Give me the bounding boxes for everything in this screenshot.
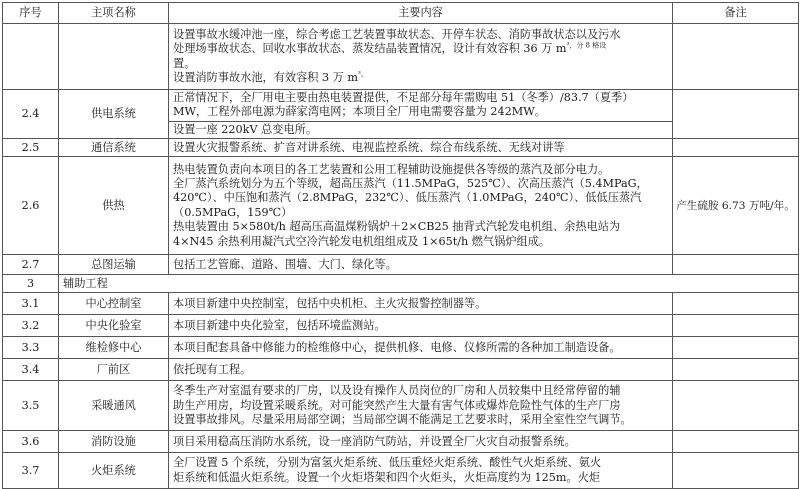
row-no xyxy=(3,24,59,90)
content-line: 冬季生产对室温有要求的厂房，以及设有操作人员岗位的厂房和人员较集中且经常停留的辅 xyxy=(173,384,621,398)
row-name: 维检修中心 xyxy=(59,337,169,359)
row-no: 2.7 xyxy=(3,255,59,275)
header-remark: 备注 xyxy=(673,3,799,24)
project-table xyxy=(2,2,799,489)
content-line: 设置火灾报警系统、扩音对讲系统、电视监控系统、综合布线系统、无线对讲等 xyxy=(173,140,565,154)
row-name: 消防设施 xyxy=(59,431,169,453)
table-row xyxy=(3,337,799,359)
row-remark xyxy=(673,139,799,157)
row-no: 2.6 xyxy=(3,157,59,255)
row-content xyxy=(169,90,673,139)
content-line: 置。 xyxy=(173,56,196,70)
row-no: 3.3 xyxy=(3,337,59,359)
row-name: 供热 xyxy=(59,157,169,255)
row-remark: 产生硫胺 6.73 万吨/年。 xyxy=(673,157,799,255)
content-line: 420℃）、中压饱和蒸汽（2.8MPaG，232℃）、低压蒸汽（1.0MPaG，240℃）、低低压蒸汽 xyxy=(173,191,642,205)
row-no: 3.4 xyxy=(3,359,59,381)
row-content xyxy=(169,24,673,90)
content-line: 本项目配套具备中修能力的检维修中心，提供机修、电修、仪修所需的各种加工制造设备。 xyxy=(173,340,621,354)
row-name: 总图运输 xyxy=(59,255,169,275)
content-line: 全厂蒸汽系统划分为五个等级，超高压蒸汽（11.5MPaG，525℃）、次高压蒸汽（5.4MPaG， xyxy=(173,176,648,190)
table-row xyxy=(3,293,799,315)
header-content: 主要内容 xyxy=(169,3,673,24)
row-remark xyxy=(673,90,799,139)
content-line: 包括工艺管廊、道路、围墙、大门、绿化等。 xyxy=(173,257,397,271)
row-name: 厂前区 xyxy=(59,359,169,381)
row-no: 3.2 xyxy=(3,315,59,337)
row-no: 3.5 xyxy=(3,381,59,431)
row-remark xyxy=(673,24,799,90)
content-line: 正常情况下，全厂用电主要由热电装置提供，不足部分每年需购电 51（冬季）/83.7（夏季） xyxy=(173,91,634,104)
content-line: 全厂设置 5 个系统，分别为富氢火炬系统、低压重烃火炬系统、酸性气火炬系统、氨火 xyxy=(173,456,602,470)
content-line: 本项目新建中央化验室，包括环境监测站。 xyxy=(173,318,386,332)
row-content xyxy=(169,431,673,453)
content-line: 炬系统和低温火炬系统。设置一个火炬塔架和四个火炬头，火炬高度约为 125m。火炬 xyxy=(173,470,601,484)
content-line: 本项目新建中央控制室，包括中央机柜、主火灾报警控制器等。 xyxy=(173,296,487,310)
row-name: 通信系统 xyxy=(59,139,169,157)
table-row xyxy=(3,157,799,255)
row-remark xyxy=(673,453,799,489)
table-row xyxy=(3,24,799,90)
content-line: 设置事故水缓冲池一座，综合考虑工艺装置事故状态、开停车状态、消防事故状态以及污水 xyxy=(173,27,621,41)
row-content xyxy=(169,315,673,337)
table-row xyxy=(3,359,799,381)
content-line: （0.5MPaG，159℃） xyxy=(173,205,293,219)
row-name xyxy=(59,24,169,90)
content-line: 设置消防事故水池，有效容积 3 万 $m^{^3。}$ xyxy=(173,70,368,84)
row-no: 2.4 xyxy=(3,90,59,139)
row-name: 采暖通风 xyxy=(59,381,169,431)
row-no: 2.5 xyxy=(3,139,59,157)
row-remark xyxy=(673,431,799,453)
row-name: 火炬系统 xyxy=(59,453,169,489)
row-name: 中心控制室 xyxy=(59,293,169,315)
content-line: 处理场事故状态、回收水事故状态、蒸发结晶装置情况，设计有效容积 36 万 $m^{^3,分 8 格设}$ xyxy=(173,41,607,56)
row-remark xyxy=(673,255,799,275)
row-content xyxy=(169,139,673,157)
content-line: 设置一座 220kV 总变电所。 xyxy=(173,122,318,136)
table-row xyxy=(3,315,799,337)
table-row xyxy=(3,255,799,275)
row-remark xyxy=(673,381,799,431)
row-no: 3.1 xyxy=(3,293,59,315)
table-row xyxy=(3,381,799,431)
row-remark xyxy=(673,359,799,381)
row-content xyxy=(169,381,673,431)
content-line: MW，工程外部电源为薛家湾电网；本项目全厂用电需要容量为 242MW。 xyxy=(173,105,546,119)
row-name: 中央化验室 xyxy=(59,315,169,337)
row-content xyxy=(169,157,673,255)
table-row xyxy=(3,453,799,489)
row-content xyxy=(169,293,673,315)
content-line: 热电装置负责向本项目的各工艺装置和公用工程辅助设施提供各等级的蒸汽及部分电力。 xyxy=(173,162,610,176)
row-content xyxy=(169,337,673,359)
row-content xyxy=(169,453,673,489)
content-line: 项目采用稳高压消防水系统，设一座消防气防站，并设置全厂火灾自动报警系统。 xyxy=(173,434,576,448)
row-remark xyxy=(673,293,799,315)
content-line: 4×N45 余热利用凝汽式空冷汽轮发电机组组成及 1×65t/h 燃气锅炉组成。 xyxy=(173,234,551,248)
table-row xyxy=(3,90,799,139)
content-line: 助生产用房，均设置采暖系统。对可能突然产生大量有害气体或爆炸危险性气体的生产厂房 xyxy=(173,398,621,412)
row-no: 3.6 xyxy=(3,431,59,453)
row-remark xyxy=(673,315,799,337)
content-line: 热电装置由 5×580t/h 超高压高温煤粉锅炉＋2×CB25 抽背式汽轮发电机组、余热电站为 xyxy=(173,220,621,234)
header-name: 主项名称 xyxy=(59,3,169,24)
header-no: 序号 xyxy=(3,3,59,24)
content-line: 设置事故排风。尽量采用局部空调；当局部空调不能满足工艺要求时，采用全室性空气调节。 xyxy=(173,412,632,426)
content-line: 依托现有工程。 xyxy=(173,362,252,376)
section-row xyxy=(3,275,799,293)
row-name: 供电系统 xyxy=(59,90,169,139)
row-remark xyxy=(673,337,799,359)
row-content xyxy=(169,255,673,275)
section-title: 辅助工程 xyxy=(59,275,799,293)
row-no: 3 xyxy=(3,275,59,293)
row-content xyxy=(169,359,673,381)
row-no: 3.7 xyxy=(3,453,59,489)
table-row xyxy=(3,139,799,157)
table-header-row xyxy=(3,3,799,24)
table-row xyxy=(3,431,799,453)
